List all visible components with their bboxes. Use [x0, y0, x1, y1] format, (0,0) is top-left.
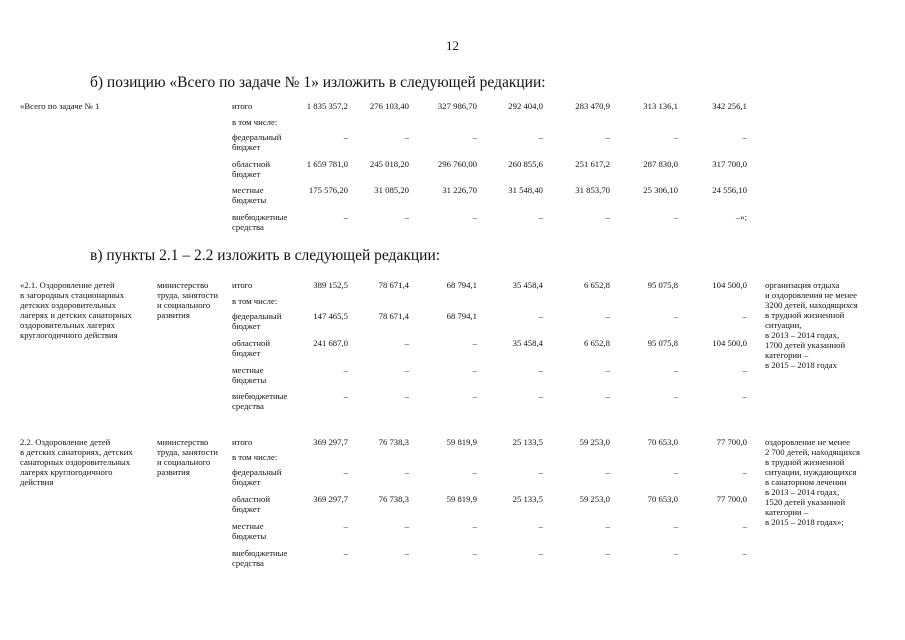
item-22-executor: министерство труда, занятости и социального развития	[157, 437, 219, 477]
item-22-name: 2.2. Оздоровление детей в детских санаториях, детских санаторных оздоровительных лагерях круглогодичного действия	[20, 437, 133, 487]
cell-value: –	[472, 365, 477, 375]
cell-value: 68 794,1	[446, 280, 477, 290]
cell-value: 389 152,5	[313, 280, 348, 290]
row-label: местные бюджеты	[232, 521, 267, 541]
cell-value: 68 794,1	[446, 311, 477, 321]
row-label: областной бюджет	[232, 159, 271, 179]
cell-value: –	[673, 521, 678, 531]
cell-value: –	[605, 391, 610, 401]
cell-value: –	[605, 132, 610, 142]
row-label: внебюджетные средства	[232, 391, 288, 411]
cell-value: –	[538, 365, 543, 375]
cell-value: –	[673, 132, 678, 142]
row-label: федеральный бюджет	[232, 467, 282, 487]
row-label: итого	[232, 280, 253, 290]
cell-value: 76 738,3	[378, 494, 409, 504]
cell-value: 260 855,6	[508, 159, 543, 169]
cell-value: –	[472, 338, 477, 348]
cell-value: –	[343, 212, 348, 222]
cell-value: –	[538, 132, 543, 142]
cell-value: 292 404,0	[508, 101, 543, 111]
cell-value: 77 700,0	[716, 494, 747, 504]
cell-value: –	[673, 467, 678, 477]
cell-value: 342 256,1	[712, 101, 747, 111]
cell-value: –	[343, 467, 348, 477]
cell-value: 147 465,5	[313, 311, 348, 321]
item-21-name: «2.1. Оздоровление детей в загородных стационарных детских оздоровительных лагерях и детских санаторных оздоровительных лагерях круглогодичного действия	[20, 280, 132, 340]
item-22-result: оздоровление не менее 2 700 детей, находящихся в трудной жизненной ситуации, нуждающихся в санаторном лечении в 2013 – 2014 годах, 1520 детей указанной категории – в 2015 – 2018 годах»;	[765, 437, 860, 527]
cell-value: –	[404, 467, 409, 477]
cell-value: –	[472, 212, 477, 222]
cell-value: –	[343, 548, 348, 558]
cell-value: 251 617,2	[575, 159, 610, 169]
cell-value: –	[404, 338, 409, 348]
cell-value: –	[472, 521, 477, 531]
cell-value: –	[404, 391, 409, 401]
cell-value: –	[605, 521, 610, 531]
cell-value: –	[538, 548, 543, 558]
cell-value: 327 986,70	[437, 101, 477, 111]
page-number: 12	[446, 38, 459, 53]
cell-value: –	[673, 212, 678, 222]
cell-value: –	[605, 311, 610, 321]
cell-value: –	[538, 467, 543, 477]
row-label: федеральный бюджет	[232, 132, 282, 152]
cell-value: –	[742, 391, 747, 401]
cell-value: 59 819,9	[446, 494, 477, 504]
cell-value: 35 458,4	[512, 280, 543, 290]
cell-value: 245 018,20	[369, 159, 409, 169]
cell-value: –	[605, 212, 610, 222]
cell-value: 104 500,0	[712, 280, 747, 290]
row-label: федеральный бюджет	[232, 311, 282, 331]
cell-value: 369 297,7	[313, 494, 348, 504]
cell-value: 25 306,10	[643, 185, 678, 195]
cell-value: 369 297,7	[313, 437, 348, 447]
cell-value: 6 652,8	[583, 280, 610, 290]
cell-value: –	[742, 548, 747, 558]
row-label: итого	[232, 437, 253, 447]
row-label: итого	[232, 101, 253, 111]
cell-value: –	[404, 548, 409, 558]
cell-value: –	[472, 132, 477, 142]
cell-value: 6 652,8	[583, 338, 610, 348]
cell-value: –	[742, 365, 747, 375]
cell-value: 1 659 781,0	[306, 159, 348, 169]
row-label: областной бюджет	[232, 338, 271, 358]
cell-value: –	[343, 391, 348, 401]
cell-value: –	[404, 365, 409, 375]
row-label: областной бюджет	[232, 494, 271, 514]
cell-value: –	[673, 548, 678, 558]
cell-value: 317 700,0	[712, 159, 747, 169]
cell-value: 59 819,9	[446, 437, 477, 447]
heading-v: в) пункты 2.1 – 2.2 изложить в следующей редакции:	[90, 247, 441, 264]
item-21-executor: министерство труда, занятости и социального развития	[157, 280, 219, 320]
cell-value: 241 687,0	[313, 338, 348, 348]
cell-value: –»;	[735, 212, 747, 222]
cell-value: 276 103,40	[369, 101, 409, 111]
row-label: в том числе:	[232, 296, 278, 306]
cell-value: 31 226,70	[442, 185, 477, 195]
cell-value: 313 136,1	[643, 101, 678, 111]
row-label: в том числе:	[232, 452, 278, 462]
cell-value: 70 653,0	[647, 437, 678, 447]
cell-value: –	[742, 521, 747, 531]
cell-value: 35 458,4	[512, 338, 543, 348]
cell-value: –	[538, 311, 543, 321]
row-label: местные бюджеты	[232, 185, 267, 205]
cell-value: 95 075,8	[647, 280, 678, 290]
cell-value: –	[472, 548, 477, 558]
cell-value: 175 576,20	[308, 185, 348, 195]
cell-value: –	[343, 521, 348, 531]
cell-value: 95 075,8	[647, 338, 678, 348]
heading-b: б) позицию «Всего по задаче № 1» изложить в следующей редакции:	[90, 74, 546, 91]
cell-value: 25 133,5	[512, 494, 543, 504]
cell-value: –	[472, 467, 477, 477]
total-name: «Всего по задаче № 1	[20, 101, 100, 111]
cell-value: –	[404, 521, 409, 531]
cell-value: –	[742, 132, 747, 142]
cell-value: 104 500,0	[712, 338, 747, 348]
cell-value: –	[605, 467, 610, 477]
cell-value: 287 830,0	[643, 159, 678, 169]
cell-value: 70 653,0	[647, 494, 678, 504]
cell-value: –	[742, 467, 747, 477]
cell-value: 31 548,40	[508, 185, 543, 195]
cell-value: 59 253,0	[579, 437, 610, 447]
cell-value: 24 556,10	[712, 185, 747, 195]
cell-value: 77 700,0	[716, 437, 747, 447]
cell-value: 283 470,9	[575, 101, 610, 111]
cell-value: 78 671,4	[378, 311, 409, 321]
cell-value: –	[673, 391, 678, 401]
cell-value: –	[538, 391, 543, 401]
cell-value: –	[538, 212, 543, 222]
cell-value: 31 853,70	[575, 185, 610, 195]
cell-value: –	[404, 212, 409, 222]
row-label: местные бюджеты	[232, 365, 267, 385]
cell-value: –	[605, 365, 610, 375]
item-21-result: организация отдыха и оздоровления не менее 3200 детей, находящихся в трудной жизненной ситуации, в 2013 – 2014 годах, 1700 детей указанной категории – в 2015 – 2018 годах	[765, 280, 858, 370]
cell-value: –	[404, 132, 409, 142]
row-label: в том числе:	[232, 117, 278, 127]
row-label: внебюджетные средства	[232, 212, 288, 232]
cell-value: 25 133,5	[512, 437, 543, 447]
cell-value: 31 085,20	[374, 185, 409, 195]
cell-value: –	[673, 365, 678, 375]
cell-value: –	[343, 365, 348, 375]
cell-value: –	[742, 311, 747, 321]
cell-value: –	[343, 132, 348, 142]
row-label: внебюджетные средства	[232, 548, 288, 568]
cell-value: 76 738,3	[378, 437, 409, 447]
cell-value: 78 671,4	[378, 280, 409, 290]
cell-value: –	[472, 391, 477, 401]
cell-value: 296 760,00	[437, 159, 477, 169]
cell-value: 1 835 357,2	[306, 101, 348, 111]
cell-value: –	[605, 548, 610, 558]
cell-value: 59 253,0	[579, 494, 610, 504]
cell-value: –	[673, 311, 678, 321]
cell-value: –	[538, 521, 543, 531]
